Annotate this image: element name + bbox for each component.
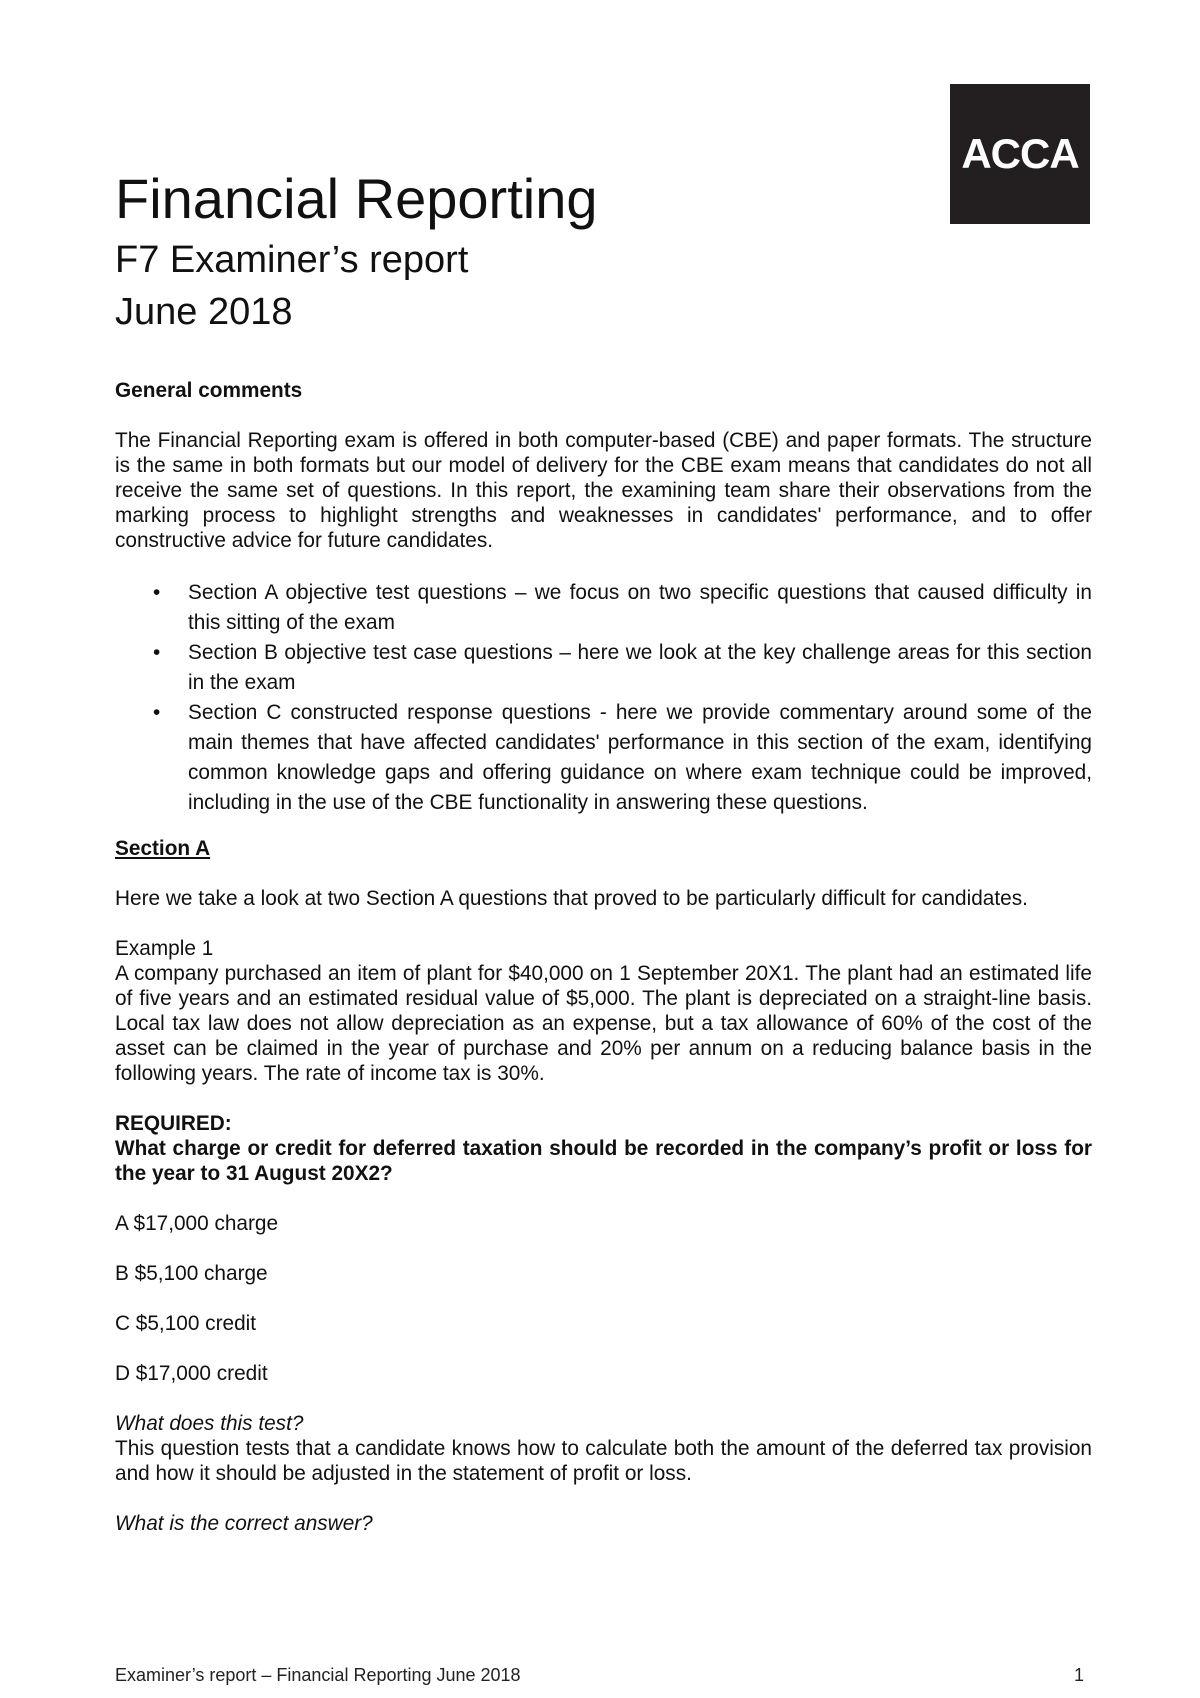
page-title: Financial Reporting — [115, 167, 598, 230]
bullet-text: Section C constructed response questions - here we provide commentary around some of the main themes that have affected candidates' performance in this section of the exam, identifying common knowledge gaps and offering guidance on where exam technique could be improved, including in the use of the CBE functionality in answering these questions. — [188, 701, 1092, 814]
list-item — [115, 638, 1092, 698]
logo-text: ACCA — [961, 130, 1079, 177]
report-date: June 2018 — [115, 291, 293, 333]
question-text: What charge or credit for deferred taxation should be recorded in the company’s profit or loss for the year to 31 August 20X2? — [115, 1137, 1092, 1185]
list-item — [115, 578, 1092, 638]
bullet-icon: • — [153, 701, 161, 724]
general-comments-heading: General comments — [115, 379, 303, 402]
bullet-text: Section B objective test case questions – here we look at the key challenge areas for this section in the exam — [188, 641, 1092, 694]
bullet-icon: • — [153, 581, 161, 604]
document-body — [115, 378, 1092, 1536]
what-does-this-test-text: This question tests that a candidate knows how to calculate both the amount of the deferred tax provision and how it should be adjusted in the statement of profit or loss. — [115, 1437, 1092, 1485]
report-subtitle: F7 Examiner’s report — [115, 239, 469, 281]
section-bullet-list — [115, 578, 1092, 818]
example-text: A company purchased an item of plant for $40,000 on 1 September 20X1. The plant had an estimated life of five years and an estimated residual value of $5,000. The plant is depreciated on a straight-line basis. Local tax law does not allow depreciation as an expense, but a tax allowance of 60% of the cost of the asset can be claimed in the year of purchase and 20% per annum on a reducing balance basis in the following years. The rate of income tax is 30%. — [115, 962, 1092, 1085]
bullet-icon: • — [153, 641, 161, 664]
example-label: Example 1 — [115, 937, 214, 960]
answer-option-d: D $17,000 credit — [115, 1362, 268, 1385]
page-number: 1 — [1074, 1665, 1085, 1685]
section-a-intro: Here we take a look at two Section A questions that proved to be particularly difficult for candidates. — [115, 887, 1028, 910]
footer-text: Examiner’s report – Financial Reporting June 2018 — [115, 1665, 521, 1685]
acca-logo — [950, 84, 1090, 224]
section-a-heading: Section A — [115, 837, 211, 860]
required-label: REQUIRED: — [115, 1112, 232, 1135]
correct-answer-heading: What is the correct answer? — [115, 1512, 373, 1535]
answer-option-c: C $5,100 credit — [115, 1312, 257, 1335]
answer-option-b: B $5,100 charge — [115, 1262, 268, 1285]
what-does-this-test-heading: What does this test? — [115, 1412, 304, 1435]
list-item — [115, 698, 1092, 818]
answer-option-a: A $17,000 charge — [115, 1212, 279, 1235]
bullet-text: Section A objective test questions – we focus on two specific questions that caused difficulty in this sitting of the exam — [188, 581, 1092, 634]
general-comments-paragraph: The Financial Reporting exam is offered in both computer-based (CBE) and paper formats. The structure is the same in both formats but our model of delivery for the CBE exam means that candidates do not all receive the same set of questions. In this report, the examining team share their observations from the marking process to highlight strengths and weaknesses in candidates' performance, and to offer constructive advice for future candidates. — [115, 429, 1092, 552]
